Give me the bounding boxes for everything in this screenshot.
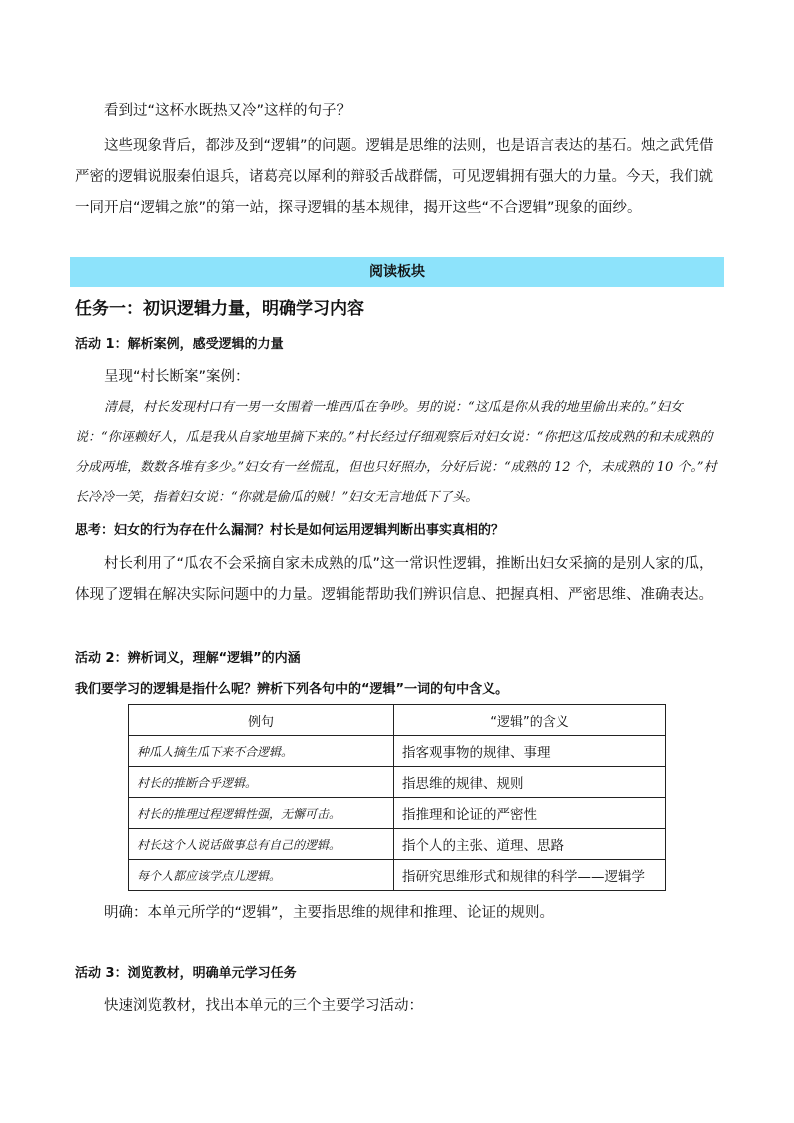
table-header-meaning: “逻辑”的含义 (394, 705, 666, 736)
intro-paragraph: 这些现象背后，都涉及到“逻辑”的问题。逻辑是思维的法则，也是语言表达的基石。烛之武凭借严密的逻辑说服秦伯退兵，诸葛亮以犀利的辩驳舌战群儒，可见逻辑拥有强大的力量。今天，我们就一同开启“逻辑之旅”的第一站，探寻逻辑的基本规律，揭开这些“不合逻辑”现象的面纱。 (75, 138, 714, 216)
table-cell-example: 种瓜人摘生瓜下来不合逻辑。 (129, 736, 394, 767)
table-cell-example: 村长的推理过程逻辑性强，无懈可击。 (129, 798, 394, 829)
table-cell-example: 村长的推断合乎逻辑。 (129, 767, 394, 798)
table-row (129, 798, 666, 829)
task1-title: 任务一：初识逻辑力量，明确学习内容 (75, 299, 364, 319)
activity1-answer: 村长利用了“瓜农不会采摘自家未成熟的瓜”这一常识性逻辑，推断出妇女采摘的是别人家的瓜，体现了逻辑在解决实际问题中的力量。逻辑能帮助我们辨识信息、把握真相、严密思维、准确表达。 (75, 556, 714, 603)
activity2-conclusion: 明确：本单元所学的“逻辑”，主要指思维的规律和推理、论证的规则。 (104, 905, 555, 921)
activity3-text: 快速浏览教材，找出本单元的三个主要学习活动： (104, 998, 423, 1014)
table-header-row (129, 705, 666, 736)
activity1-lead: 呈现“村长断案”案例： (104, 369, 250, 385)
table-row (129, 860, 666, 891)
activity1-question: 思考：妇女的行为存在什么漏洞？村长是如何运用逻辑判断出事实真相的？ (75, 523, 505, 538)
table-cell-meaning: 指推理和论证的严密性 (394, 798, 666, 829)
intro-line: 看到过“这杯水既热又冷”这样的句子？ (104, 103, 352, 119)
table-header-example: 例句 (129, 705, 394, 736)
table-cell-example: 每个人都应该学点儿逻辑。 (129, 860, 394, 891)
table-cell-meaning: 指思维的规律、规则 (394, 767, 666, 798)
table-row (129, 767, 666, 798)
table-cell-meaning: 指客观事物的规律、事理 (394, 736, 666, 767)
activity2-title: 活动 2：辨析词义，理解“逻辑”的内涵 (75, 651, 301, 666)
case-text: 清晨，村长发现村口有一男一女围着一堆西瓜在争吵。男的说：“这瓜是你从我的地里偷出来的。”妇女说：“你诬赖好人，瓜是我从自家地里摘下来的。”村长经过仔细观察后对妇女说：“你把这瓜按成熟的和未成熟的分成两堆，数数各堆有多少。”妇女有一丝慌乱，但也只好照办，分好后说：“成熟的 12 个，未成熟的 10 个。”村长冷冷一笑，指着妇女说：“你就是偷瓜的贼！”妇女无言地低下了头。 (75, 400, 717, 505)
table-row (129, 736, 666, 767)
activity3-title: 活动 3：浏览教材，明确单元学习任务 (75, 966, 297, 981)
section-bar-reading: 阅读板块 (70, 257, 724, 287)
table-row (129, 829, 666, 860)
table-cell-example: 村长这个人说话做事总有自己的逻辑。 (129, 829, 394, 860)
logic-meaning-table (128, 704, 666, 891)
activity2-prompt: 我们要学习的逻辑是指什么呢？辨析下列各句中的“逻辑”一词的句中含义。 (75, 682, 509, 697)
table-cell-meaning: 指研究思维形式和规律的科学——逻辑学 (394, 860, 666, 891)
table-cell-meaning: 指个人的主张、道理、思路 (394, 829, 666, 860)
activity1-title: 活动 1：解析案例，感受逻辑的力量 (75, 337, 284, 352)
